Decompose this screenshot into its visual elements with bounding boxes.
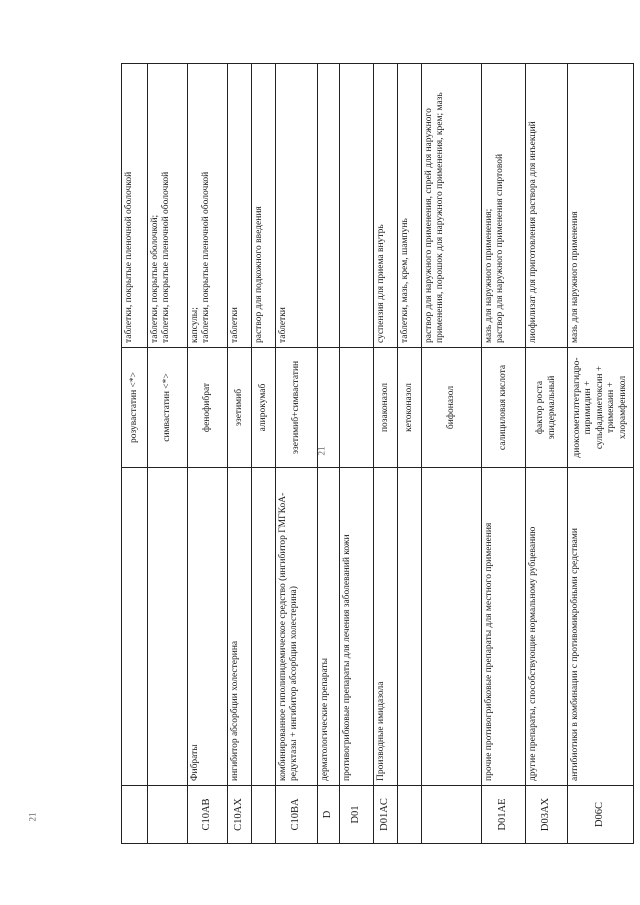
table-row	[122, 64, 148, 844]
form-cell: лиофилизат для приготовления раствора для инъекций	[526, 64, 568, 348]
table-row	[340, 64, 374, 844]
group-cell: Производные имидазола	[374, 468, 398, 786]
group-cell: Фибраты	[188, 468, 228, 786]
inn-cell: алирокумаб	[252, 348, 276, 468]
code-cell: D01AC	[374, 786, 398, 844]
form-cell: суспензия для приема внутрь	[374, 64, 398, 348]
inn-cell	[340, 348, 374, 468]
group-cell: противогрибковые препараты для лечения заболеваний кожи	[340, 468, 374, 786]
form-cell: капсулы; таблетки, покрытые пленочной оболочкой	[188, 64, 228, 348]
inn-cell: кетоконазол	[398, 348, 422, 468]
drug-table	[121, 63, 634, 844]
form-cell: таблетки	[228, 64, 252, 348]
inn-cell: салициловая кислота	[482, 348, 526, 468]
group-cell: дерматологические препараты	[318, 468, 340, 786]
table-row	[228, 64, 252, 844]
inn-cell: фактор роста эпидермальный	[526, 348, 568, 468]
group-cell	[252, 468, 276, 786]
code-cell	[398, 786, 422, 844]
table-row	[398, 64, 422, 844]
form-cell	[340, 64, 374, 348]
form-cell: раствор для подкожного введения	[252, 64, 276, 348]
code-cell: D	[318, 786, 340, 844]
inn-cell: бифоназол	[422, 348, 482, 468]
table-row	[422, 64, 482, 844]
inn-cell: позаконазол	[374, 348, 398, 468]
rotated-table-container	[121, 64, 633, 844]
form-cell: таблетки, мазь, крем, шампунь	[398, 64, 422, 348]
table-row	[482, 64, 526, 844]
code-cell: D03AX	[526, 786, 568, 844]
inn-cell: розувастатин <*>	[122, 348, 148, 468]
table-row	[148, 64, 188, 844]
code-cell: C10AX	[228, 786, 252, 844]
page-number-left: 21	[27, 812, 38, 822]
inn-cell: эзетимиб	[228, 348, 252, 468]
form-cell: таблетки	[276, 64, 318, 348]
inn-cell: фенофибрат	[188, 348, 228, 468]
group-cell: прочие противогрибковые препараты для местного применения	[482, 468, 526, 786]
code-cell	[422, 786, 482, 844]
form-cell: мазь для наружного применения	[568, 64, 634, 348]
code-cell	[252, 786, 276, 844]
group-cell	[422, 468, 482, 786]
group-cell	[398, 468, 422, 786]
group-cell	[122, 468, 148, 786]
code-cell: D01	[340, 786, 374, 844]
form-cell	[318, 64, 340, 348]
group-cell: другие препараты, способствующие нормальному рубцеванию	[526, 468, 568, 786]
table-row	[374, 64, 398, 844]
form-cell: таблетки, покрытые оболочкой; таблетки, покрытые пленочной оболочкой	[148, 64, 188, 348]
table-row	[188, 64, 228, 844]
group-cell: комбинированное гиполипидемическое средство (ингибитор ГМГКоА-редуктазы + ингибитор абсорбции холестерина)	[276, 468, 318, 786]
form-cell: таблетки, покрытые пленочной оболочкой	[122, 64, 148, 348]
group-cell: антибиотики в комбинации с противомикробными средствами	[568, 468, 634, 786]
form-cell: раствор для наружного применения, спрей для наружного применения, порошок для наружного применения, крем; мазь	[422, 64, 482, 348]
page-number-center: 21	[316, 446, 327, 456]
table-row	[276, 64, 318, 844]
table-row	[252, 64, 276, 844]
group-cell: ингибитор абсорбции холестерина	[228, 468, 252, 786]
form-cell: мазь для наружного применения; раствор для наружного применения спиртовой	[482, 64, 526, 348]
group-cell	[148, 468, 188, 786]
inn-cell: эзетимиб+симвастатин	[276, 348, 318, 468]
code-cell	[122, 786, 148, 844]
code-cell: D06C	[568, 786, 634, 844]
code-cell: D01AE	[482, 786, 526, 844]
inn-cell: симвастатин <*>	[148, 348, 188, 468]
code-cell	[148, 786, 188, 844]
code-cell: C10BA	[276, 786, 318, 844]
inn-cell: диоксометилтетрагидро-пиримидин + сульфадиметоксин + тримекаин + хлорамфеникол	[568, 348, 634, 468]
code-cell: C10AB	[188, 786, 228, 844]
table-row	[568, 64, 634, 844]
table-row	[526, 64, 568, 844]
